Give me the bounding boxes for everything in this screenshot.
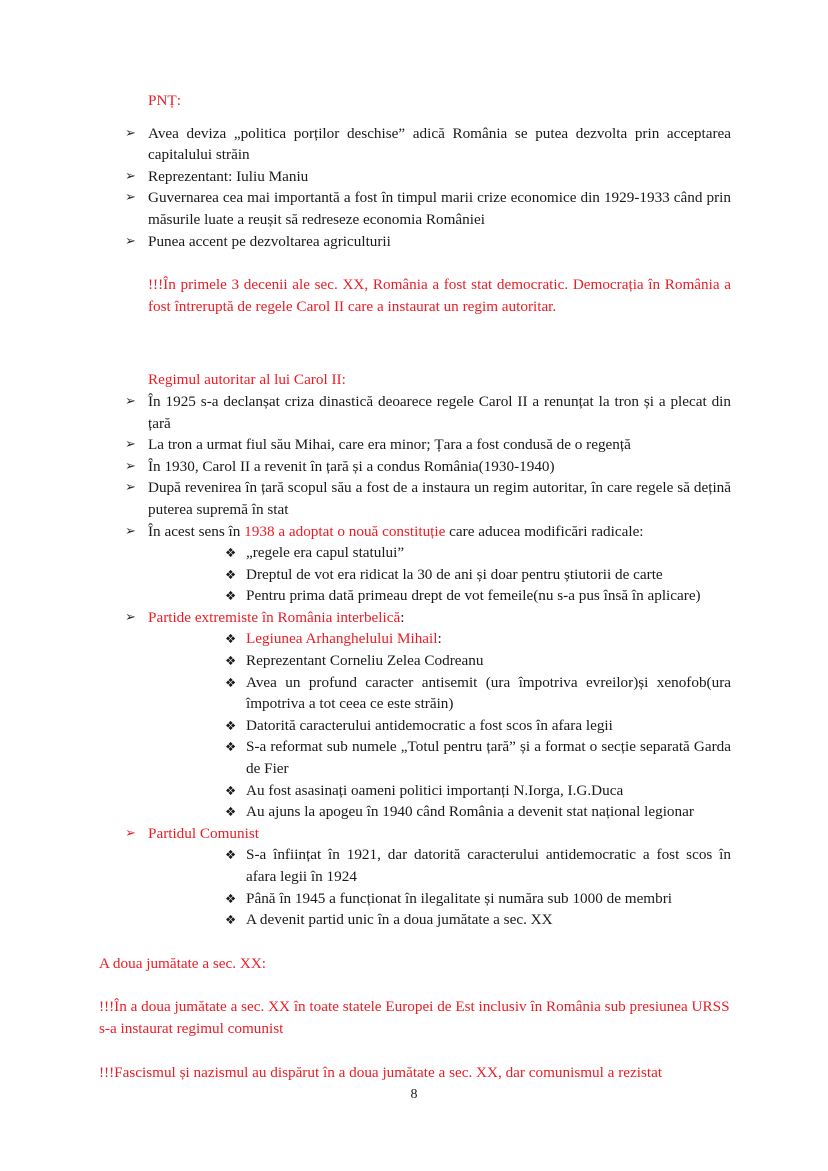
list-communist-heading [99,823,731,845]
diamond-bullet-icon: ❖ [225,588,237,604]
communist-title-text: Partidul Comunist [148,824,259,842]
note-democracy: !!!În primele 3 decenii ale sec. XX, România a fost stat democratic. Democrația în România a fost întreruptă de regele Carol II care a instaurat un regim autoritar. [148,276,731,315]
arrow-bullet-icon: ➢ [125,523,136,539]
note-fascism-nazism: !!!Fascismul și nazismul au dispărut în a doua jumătate a sec. XX, dar comunismul a rezistat [99,1063,663,1081]
list-legion [99,628,731,822]
diamond-bullet-icon: ❖ [225,717,237,733]
list-item [99,909,731,931]
list-item-text: S-a reformat sub numele „Totul pentru țară” și a format o secție separată Garda de Fier [246,738,731,778]
list-communist-points [99,844,731,930]
list-item [99,477,731,520]
list-item [99,231,731,253]
list-item [99,715,731,737]
list-item [99,736,731,779]
list-item [99,542,731,564]
heading-pnt: PNȚ: [148,92,181,109]
list-item [99,585,731,607]
list-item-text: Punea accent pe dezvoltarea agriculturii [148,232,391,250]
list-item [99,434,731,456]
spacer [99,252,731,274]
spacer [99,112,731,123]
list-item [99,187,731,230]
list-item [99,801,731,823]
list-item-text: Reprezentant Corneliu Zelea Codreanu [246,652,484,670]
diamond-bullet-icon: ❖ [225,912,237,928]
list-item [99,123,731,166]
arrow-bullet-icon: ➢ [125,458,136,474]
list-constitution-points [99,542,731,607]
list-item-text: Până în 1945 a funcționat în ilegalitate și număra sub 1000 de membri [246,889,672,907]
legion-title-colon: : [437,630,442,648]
arrow-bullet-icon: ➢ [125,609,136,625]
list-item-communist-title [99,823,731,845]
list-item-extremist [99,607,731,629]
list-extremist-heading [99,607,731,629]
list-item-text: Au fost asasinați oameni politici importanți N.Iorga, I.G.Duca [246,781,624,799]
diamond-bullet-icon: ❖ [225,890,237,906]
list-item-text: Avea un profund caracter antisemit (ura împotriva evreilor)și xenofob(ura împotriva a tot ceea ce este străin) [246,673,731,713]
diamond-bullet-icon: ❖ [225,739,237,755]
list-pnt [99,123,731,253]
spacer [99,317,731,347]
diamond-bullet-icon: ❖ [225,631,237,647]
constitution-highlight: 1938 a adoptat o nouă constituție [244,522,446,540]
heading-carol-regime: Regimul autoritar al lui Carol II: [148,371,346,389]
diamond-bullet-icon: ❖ [225,653,237,669]
list-item-text: Guvernarea cea mai importantă a fost în timpul marii crize economice din 1929-1933 când prin măsurile luate a reușit să redreseze economia României [148,189,731,228]
spacer [99,1040,731,1062]
list-item-legion-title [99,628,731,650]
list-item-text: Au ajuns la apogeu în 1940 când România a devenit stat național legionar [246,803,694,821]
arrow-bullet-icon: ➢ [125,125,136,141]
arrow-bullet-icon: ➢ [125,168,136,184]
spacer [99,931,731,953]
list-item [99,780,731,802]
list-item [99,391,731,434]
list-item-text: Pentru prima dată primeau drept de vot femeile(nu s-a pus însă în aplicare) [246,587,701,605]
arrow-bullet-icon: ➢ [125,825,136,841]
list-item-text: Avea deviza „politica porților deschise” adică România se putea dezvolta prin acceptarea capitalului străin [148,124,731,164]
list-item [99,166,731,188]
diamond-bullet-icon: ❖ [225,566,237,582]
spacer [99,974,731,996]
arrow-bullet-icon: ➢ [125,480,136,496]
list-item-text: „regele era capul statului” [246,544,405,562]
list-item-constitution [99,521,731,543]
constitution-prefix: În acest sens în [148,522,245,540]
arrow-bullet-icon: ➢ [125,437,136,453]
page-number: 8 [410,1087,418,1102]
document-body [99,90,731,1083]
list-item-text: La tron a urmat fiul său Mihai, care era minor; Țara a fost condusă de o regență [148,436,631,454]
list-item [99,888,731,910]
list-item-text: În 1925 s-a declanșat criza dinastică deoarece regele Carol II a renunțat la tron și a plecat din țară [148,392,731,432]
heading-second-half: A doua jumătate a sec. XX: [99,954,267,972]
list-item [99,844,731,887]
constitution-suffix: care aducea modificări radicale: [445,522,644,540]
list-item [99,672,731,715]
diamond-bullet-icon: ❖ [225,804,237,820]
list-item-text: Reprezentant: Iuliu Maniu [148,167,309,185]
spacer [99,347,731,369]
note-communist-regime: !!!În a doua jumătate a sec. XX în toate statele Europei de Est inclusiv în România sub presiunea URSS s-a instaurat regimul comunist [99,998,730,1037]
list-item-text: Dreptul de vot era ridicat la 30 de ani și doar pentru știutorii de carte [246,565,663,583]
extremist-heading-text: Partide extremiste în România interbelică [148,608,401,626]
diamond-bullet-icon: ❖ [225,847,237,863]
diamond-bullet-icon: ❖ [225,674,237,690]
list-item [99,564,731,586]
diamond-bullet-icon: ❖ [225,782,237,798]
arrow-bullet-icon: ➢ [125,190,136,206]
arrow-bullet-icon: ➢ [125,393,136,409]
list-item-text: A devenit partid unic în a doua jumătate a sec. XX [246,911,553,929]
list-item-text: S-a înființat în 1921, dar datorită caracterului antidemocratic a fost scos în afara legii în 1924 [246,846,731,885]
list-item-text: Datorită caracterului antidemocratic a fost scos în afara legii [246,716,613,734]
list-item [99,456,731,478]
list-item [99,650,731,672]
extremist-heading-colon: : [400,608,405,626]
diamond-bullet-icon: ❖ [225,545,237,561]
legion-title-text: Legiunea Arhanghelului Mihail [246,630,438,648]
arrow-bullet-icon: ➢ [125,233,136,249]
list-carol [99,391,731,542]
list-item-text: După revenirea în țară scopul său a fost de a instaura un regim autoritar, în care regele să dețină puterea supremă în stat [148,479,731,518]
list-item-text: În 1930, Carol II a revenit în țară și a condus România(1930-1940) [148,457,555,475]
